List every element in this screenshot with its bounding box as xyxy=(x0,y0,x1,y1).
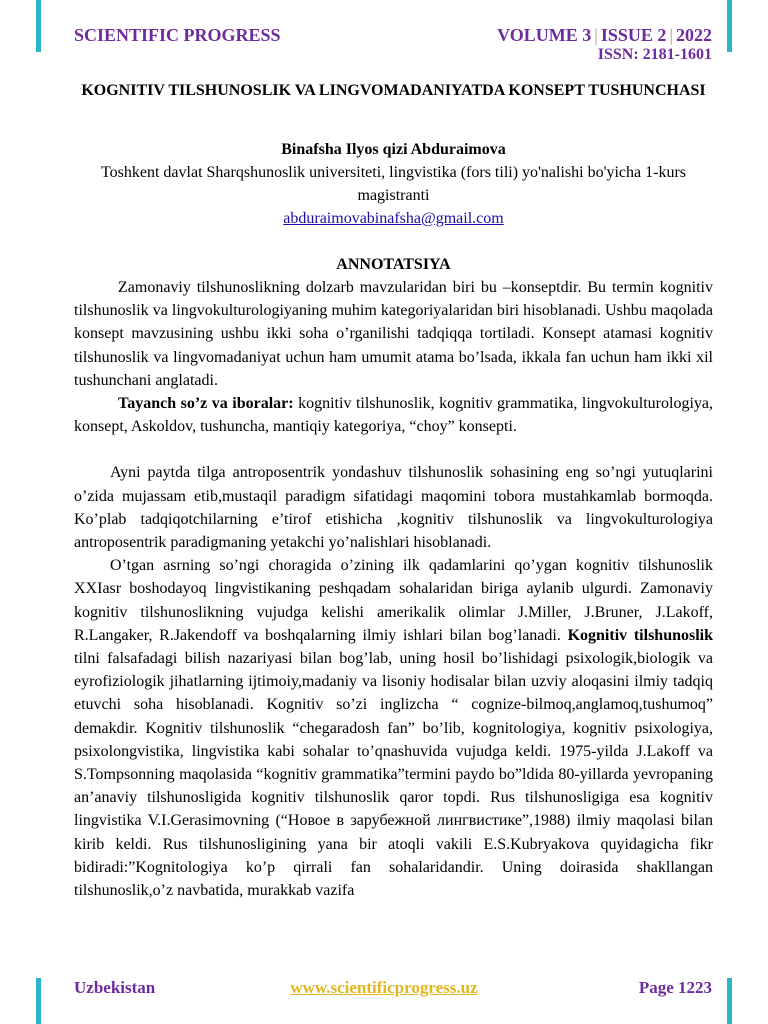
keywords-label: Tayanch so’z va iboralar: xyxy=(118,395,294,413)
body-paragraph-1: Ayni paytda tilga antroposentrik yondashuv tilshunoslik sohasining eng so’ngi yutuqlarini o’zida mujassam etib,mustaqil paradigm sifatidagi maqomini tobora mustahkamlab bormoqda. Ko’plab tadqiqotchilarning e’tirof etishicha ,kognitiv tilshunoslik va lingvokulturologiya antroposentrik paradigmaning yetakchi yo’nalishlari hisoblanadi. xyxy=(74,464,713,552)
footer-page-number: Page 1223 xyxy=(638,978,712,997)
separator: | xyxy=(594,25,598,45)
section-spacer xyxy=(74,438,713,461)
body-paragraph-2 xyxy=(74,554,713,902)
author-name: Binafsha Ilyos qizi Abduraimova xyxy=(281,141,506,158)
article-body xyxy=(74,80,713,902)
abstract-text: Zamonaviy tilshunoslikning dolzarb mavzularidan biri bu –konseptdir. Bu termin kognitiv tilshunoslik va lingvokulturologiyaning muhim kategoriyalaridan biri hisoblanadi. Ushbu maqolada konsept mavzusining ushbu ikki soha o’rganilishi tadqiqqa tortiladi. Konsept atamasi kognitiv tilshunoslik va lingvomadaniyat uchun ham umumit atama bo’lsada, ikkala fan uchun ham ikki xil tushunchani anglatadi. xyxy=(74,279,713,389)
keywords-paragraph xyxy=(74,392,713,438)
keywords-text: kognitiv tilshunoslik, kognitiv grammatika, lingvokulturologiya, konsept, Askoldov, tushuncha, mantiqiy kategoriya, “choy” konsepti. xyxy=(74,395,714,436)
volume-label: VOLUME 3 xyxy=(497,25,592,45)
author-email-line xyxy=(74,207,713,230)
issue-label: ISSUE 2 xyxy=(600,25,667,45)
author-affiliation: Toshkent davlat Sharqshunoslik universiteti, lingvistika (fors tili) yo'nalishi bo'yicha 1-kurs magistranti xyxy=(100,164,686,204)
article-title: KOGNITIV TILSHUNOSLIK VA LINGVOMADANIYATDA KONSEPT TUSHUNCHASI xyxy=(81,82,706,99)
volume-issue-line xyxy=(497,25,712,46)
body-p2-rest: tilni falsafadagi bilish nazariyasi bilan bog’lab, uning hosil bo’lishidagi psixologik,biologik va eyrofiziologik jihatlarning ijtimoiy,madaniy va lisoniy hodisalar bilan uzviy aloqasini ilmiy tadqiq etuvchi soha hisoblanadi. Kognitiv so’zi inglizcha “ cognize-bilmoq,anglamoq,tushumoq” demakdir. Kognitiv tilshunoslik “chegaradosh fan” bo’lib, kognitologiya, kognitiv psixologiya, psixolongvistika, lingvistika kabi sohalar to’qnashuvida vujudga keldi. 1975-yilda J.Lakoff va S.Tompsonning maqolasida “kognitiv grammatika”termini paydo bo”ldida 80-yillarda yevropaning an’anaviy tilshunosligida kognitiv tilshunoslik qaror topdi. Rus tilshunosligiga esa kognitiv lingvistika V.I.Gerasimovning (“Новое в зарубежной лингвистике”,1988) ilmiy maqolasi bilan kirib keldi. Rus tilshunosligining yana bir atoqli vakili E.S.Kubryakova quyidagicha fikr bidiradi:”Kognitologiya ko’p qirrali fan sohalaridandir. Uning doirasida shakllangan tilshunoslik,o’z navbatida, murakkab vazifa xyxy=(74,650,713,900)
journal-name: SCIENTIFIC PROGRESS xyxy=(74,25,281,45)
footer-country: Uzbekistan xyxy=(74,978,156,997)
year-label: 2022 xyxy=(676,25,712,45)
body-p2-bold-term: Kognitiv tilshunoslik xyxy=(567,626,714,644)
page-header xyxy=(0,0,768,70)
issn-label: ISSN: 2181-1601 xyxy=(597,46,712,63)
abstract-heading: ANNOTATSIYA xyxy=(336,256,451,273)
body-p2-intro: O’tgan asrning so’ngi choragida o’zining ilk qadamlarini qo’ygan kognitiv tilshunoslik XXIasr boshodayoq lingvistikaning peshqadam sohalaridan biriga aylanib ulgurdi. Zamonaviy kognitiv tilshunoslikning vujudga kelishi amerikalik olimlar J.Miller, J.Bruner, J.Lakoff, R.Langaker, R.Jakendoff va boshqalarning ilmiy ishlari bilan bog’lanadi. xyxy=(74,557,713,644)
author-email-link[interactable]: abduraimovabinafsha@gmail.com xyxy=(283,210,504,227)
footer-website-link[interactable]: www.scientificprogress.uz xyxy=(290,978,478,997)
page-footer xyxy=(0,975,768,1015)
separator: | xyxy=(669,25,673,45)
